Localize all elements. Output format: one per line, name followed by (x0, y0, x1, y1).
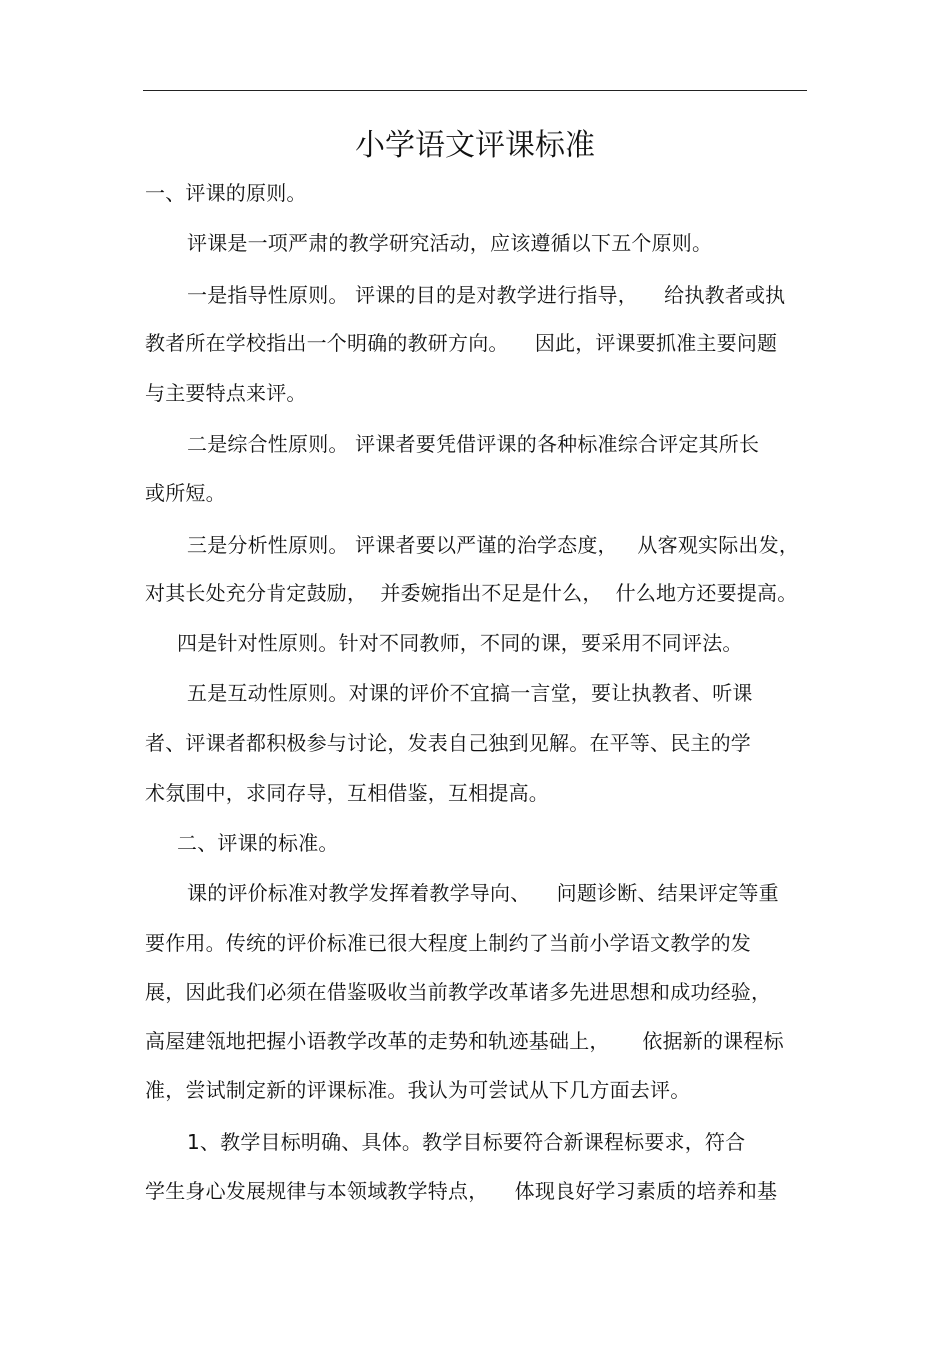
paragraph-line: 三是分析性原则。 评课者要以严谨的治学态度， 从客观实际出发， (187, 533, 800, 557)
paragraph-line: 评课是一项严肃的教学研究活动，应该遵循以下五个原则。 (187, 231, 713, 255)
section-heading-principles: 一、评课的原则。 (145, 181, 307, 205)
paragraph-line: 高屋建瓴地把握小语教学改革的走势和轨迹基础上， 依据新的课程标 (145, 1029, 784, 1053)
paragraph-line: 二是综合性原则。 评课者要凭借评课的各种标准综合评定其所长 (187, 432, 760, 456)
paragraph-line: 对其长处充分肯定鼓励， 并委婉指出不足是什么， 什么地方还要提高。 (145, 581, 798, 605)
paragraph-line: 要作用。传统的评价标准已很大程度上制约了当前小学语文教学的发 (145, 931, 751, 955)
document-title: 小学语文评课标准 (355, 128, 595, 163)
paragraph-line: 课的评价标准对教学发挥着教学导向、 问题诊断、结果评定等重 (187, 881, 779, 905)
paragraph-line: 五是互动性原则。对课的评价不宜搞一言堂，要让执教者、听课 (187, 681, 753, 705)
paragraph-line: 1、教学目标明确、具体。教学目标要符合新课程标要求，符合 (187, 1130, 746, 1154)
paragraph-line: 与主要特点来评。 (145, 381, 307, 405)
paragraph-line: 四是针对性原则。针对不同教师，不同的课，要采用不同评法。 (177, 631, 743, 655)
section-heading-standards: 二、评课的标准。 (177, 831, 339, 855)
paragraph-line: 者、评课者都积极参与讨论，发表自己独到见解。在平等、民主的学 (145, 731, 751, 755)
header-rule (143, 90, 807, 91)
paragraph-line: 术氛围中，求同存导，互相借鉴，互相提高。 (145, 781, 549, 805)
paragraph-line: 准，尝试制定新的评课标准。我认为可尝试从下几方面去评。 (145, 1078, 691, 1102)
paragraph-line: 展，因此我们必须在借鉴吸收当前教学改革诸多先进思想和成功经验， (145, 980, 772, 1004)
paragraph-line: 学生身心发展规律与本领域教学特点， 体现良好学习素质的培养和基 (145, 1179, 778, 1203)
paragraph-line: 一是指导性原则。 评课的目的是对教学进行指导， 给执教者或执 (187, 283, 786, 307)
paragraph-line: 教者所在学校指出一个明确的教研方向。 因此，评课要抓准主要问题 (145, 331, 778, 355)
paragraph-line: 或所短。 (145, 481, 226, 505)
